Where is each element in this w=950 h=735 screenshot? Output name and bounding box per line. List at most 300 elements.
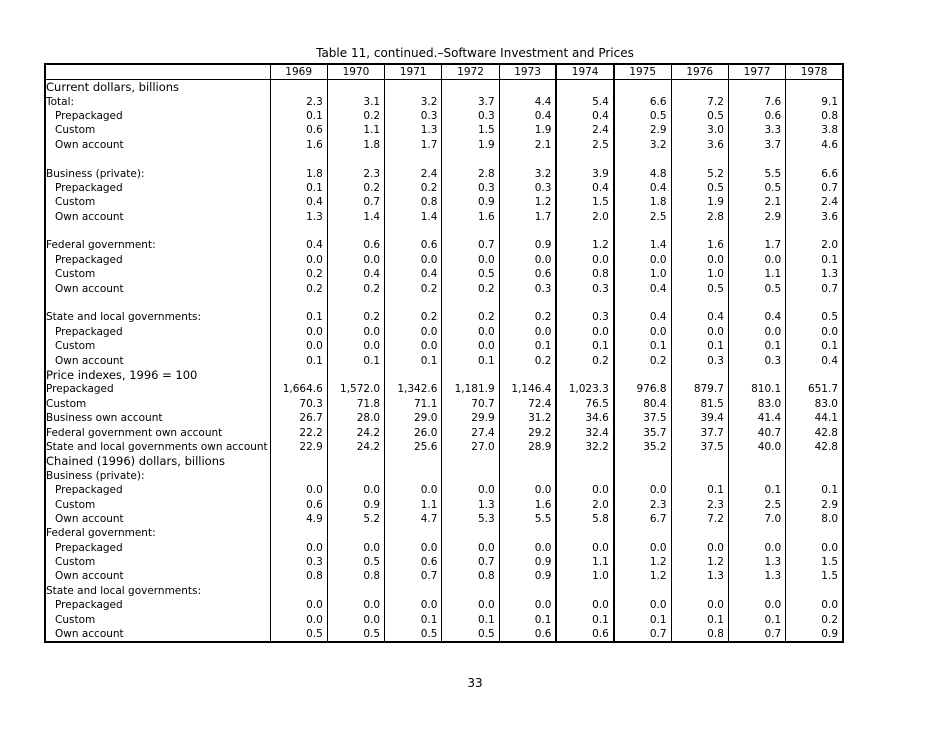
value-cell: 2.0 — [786, 238, 843, 252]
value-cell — [671, 296, 728, 310]
value-cell: 1.3 — [442, 497, 499, 511]
table-row — [45, 569, 843, 583]
value-cell: 2.1 — [499, 138, 556, 152]
table-row — [45, 281, 843, 295]
value-cell: 0.8 — [327, 569, 384, 583]
value-cell: 0.6 — [499, 627, 556, 642]
value-cell — [671, 454, 728, 468]
value-cell — [270, 296, 327, 310]
value-cell — [728, 454, 785, 468]
value-cell: 0.0 — [327, 325, 384, 339]
row-label: Custom — [45, 123, 270, 137]
row-label: State and local governments: — [45, 310, 270, 324]
value-cell: 3.3 — [728, 123, 785, 137]
value-cell: 1.6 — [442, 210, 499, 224]
table-row — [45, 627, 843, 642]
row-label: Total: — [45, 94, 270, 108]
value-cell: 83.0 — [728, 397, 785, 411]
value-cell — [614, 80, 671, 95]
value-cell: 0.7 — [728, 627, 785, 642]
value-cell — [614, 224, 671, 238]
value-cell: 1.1 — [385, 497, 442, 511]
value-cell — [442, 469, 499, 483]
row-label: State and local governments: — [45, 584, 270, 598]
value-cell: 0.0 — [786, 598, 843, 612]
value-cell: 0.2 — [270, 267, 327, 281]
value-cell — [442, 80, 499, 95]
table-row — [45, 238, 843, 252]
value-cell — [270, 368, 327, 382]
value-cell: 42.8 — [786, 425, 843, 439]
row-label: Own account — [45, 138, 270, 152]
value-cell: 7.0 — [728, 512, 785, 526]
value-cell: 1.3 — [385, 123, 442, 137]
year-header-1971: 1971 — [385, 64, 442, 80]
value-cell: 41.4 — [728, 411, 785, 425]
value-cell: 0.1 — [556, 339, 613, 353]
value-cell — [614, 296, 671, 310]
value-cell: 0.1 — [728, 339, 785, 353]
value-cell: 37.5 — [614, 411, 671, 425]
value-cell: 0.1 — [499, 339, 556, 353]
value-cell: 0.2 — [385, 281, 442, 295]
value-cell: 3.9 — [556, 166, 613, 180]
value-cell: 0.1 — [671, 612, 728, 626]
row-label: Custom — [45, 397, 270, 411]
value-cell: 29.0 — [385, 411, 442, 425]
value-cell: 34.6 — [556, 411, 613, 425]
value-cell: 0.6 — [499, 267, 556, 281]
value-cell: 0.9 — [499, 238, 556, 252]
page-number: 33 — [467, 676, 483, 690]
value-cell: 40.0 — [728, 440, 785, 454]
value-cell: 0.8 — [442, 569, 499, 583]
value-cell: 24.2 — [327, 440, 384, 454]
value-cell: 0.0 — [327, 483, 384, 497]
spacer-row — [45, 296, 843, 310]
value-cell — [556, 224, 613, 238]
value-cell: 0.0 — [671, 253, 728, 267]
row-label: Custom — [45, 339, 270, 353]
value-cell: 28.9 — [499, 440, 556, 454]
value-cell — [556, 296, 613, 310]
value-cell — [327, 469, 384, 483]
value-cell — [786, 526, 843, 540]
value-cell: 2.5 — [614, 210, 671, 224]
value-cell: 0.0 — [385, 541, 442, 555]
value-cell: 0.4 — [499, 109, 556, 123]
value-cell — [385, 224, 442, 238]
value-cell: 7.2 — [671, 512, 728, 526]
value-cell — [614, 454, 671, 468]
table-row — [45, 310, 843, 324]
value-cell: 0.5 — [270, 627, 327, 642]
table-body — [45, 80, 843, 643]
value-cell: 2.3 — [327, 166, 384, 180]
value-cell: 879.7 — [671, 382, 728, 396]
value-cell: 1.3 — [728, 555, 785, 569]
spacer-row — [45, 152, 843, 166]
value-cell: 1.8 — [614, 195, 671, 209]
table-row — [45, 425, 843, 439]
value-cell: 35.7 — [614, 425, 671, 439]
value-cell: 1.9 — [671, 195, 728, 209]
table-row — [45, 598, 843, 612]
value-cell — [728, 584, 785, 598]
value-cell — [499, 152, 556, 166]
value-cell: 29.2 — [499, 425, 556, 439]
value-cell: 5.2 — [671, 166, 728, 180]
value-cell — [728, 296, 785, 310]
value-cell: 32.4 — [556, 425, 613, 439]
value-cell — [270, 152, 327, 166]
row-label: Price indexes, 1996 = 100 — [45, 368, 270, 382]
row-label: Own account — [45, 353, 270, 367]
value-cell — [786, 80, 843, 95]
value-cell: 28.0 — [327, 411, 384, 425]
value-cell: 27.0 — [442, 440, 499, 454]
value-cell — [442, 454, 499, 468]
value-cell — [671, 584, 728, 598]
value-cell: 0.0 — [270, 598, 327, 612]
value-cell — [385, 454, 442, 468]
value-cell: 1.2 — [556, 238, 613, 252]
value-cell: 6.7 — [614, 512, 671, 526]
value-cell: 0.7 — [786, 181, 843, 195]
value-cell: 1.5 — [556, 195, 613, 209]
table-row — [45, 109, 843, 123]
value-cell: 0.0 — [442, 325, 499, 339]
section-header-row — [45, 80, 843, 95]
value-cell: 0.0 — [270, 253, 327, 267]
value-cell: 3.6 — [786, 210, 843, 224]
value-cell: 0.2 — [327, 281, 384, 295]
year-header-1970: 1970 — [327, 64, 384, 80]
value-cell — [786, 469, 843, 483]
value-cell: 0.0 — [385, 339, 442, 353]
software-investment-table — [44, 63, 844, 643]
value-cell — [327, 296, 384, 310]
value-cell — [728, 152, 785, 166]
value-cell: 1,342.6 — [385, 382, 442, 396]
value-cell: 2.1 — [728, 195, 785, 209]
table-row — [45, 584, 843, 598]
value-cell — [556, 368, 613, 382]
table-row — [45, 94, 843, 108]
row-label: Custom — [45, 267, 270, 281]
value-cell: 1.1 — [327, 123, 384, 137]
value-cell — [671, 224, 728, 238]
table-row — [45, 612, 843, 626]
row-label: State and local governments own account — [45, 440, 270, 454]
value-cell: 0.9 — [499, 555, 556, 569]
table-row — [45, 353, 843, 367]
value-cell: 2.9 — [786, 497, 843, 511]
value-cell: 1.3 — [728, 569, 785, 583]
value-cell: 1.7 — [499, 210, 556, 224]
value-cell: 7.2 — [671, 94, 728, 108]
value-cell: 0.0 — [385, 598, 442, 612]
value-cell: 1,146.4 — [499, 382, 556, 396]
value-cell: 1.0 — [614, 267, 671, 281]
value-cell: 35.2 — [614, 440, 671, 454]
value-cell: 0.5 — [327, 555, 384, 569]
value-cell: 1.5 — [786, 569, 843, 583]
row-label: Custom — [45, 612, 270, 626]
value-cell: 0.4 — [556, 181, 613, 195]
value-cell: 1,664.6 — [270, 382, 327, 396]
value-cell: 0.1 — [270, 109, 327, 123]
row-label: Prepackaged — [45, 325, 270, 339]
value-cell: 0.8 — [671, 627, 728, 642]
row-label: Prepackaged — [45, 253, 270, 267]
value-cell: 5.4 — [556, 94, 613, 108]
value-cell: 0.0 — [499, 325, 556, 339]
value-cell: 0.0 — [270, 325, 327, 339]
value-cell: 0.8 — [270, 569, 327, 583]
year-header-1978: 1978 — [786, 64, 843, 80]
value-cell: 0.0 — [270, 339, 327, 353]
value-cell: 31.2 — [499, 411, 556, 425]
value-cell: 0.6 — [385, 238, 442, 252]
table-row — [45, 497, 843, 511]
value-cell: 1.6 — [270, 138, 327, 152]
value-cell: 0.0 — [728, 253, 785, 267]
row-label — [45, 224, 270, 238]
value-cell: 83.0 — [786, 397, 843, 411]
value-cell: 0.3 — [442, 181, 499, 195]
value-cell: 1.6 — [499, 497, 556, 511]
value-cell: 0.2 — [327, 181, 384, 195]
value-cell: 0.1 — [385, 353, 442, 367]
value-cell: 0.0 — [671, 325, 728, 339]
value-cell: 0.7 — [442, 555, 499, 569]
value-cell: 1.4 — [614, 238, 671, 252]
value-cell: 1.8 — [270, 166, 327, 180]
value-cell: 810.1 — [728, 382, 785, 396]
value-cell — [728, 368, 785, 382]
value-cell: 0.5 — [385, 627, 442, 642]
value-cell — [556, 152, 613, 166]
value-cell: 651.7 — [786, 382, 843, 396]
value-cell — [614, 584, 671, 598]
table-row — [45, 411, 843, 425]
value-cell: 0.4 — [614, 281, 671, 295]
value-cell: 6.6 — [614, 94, 671, 108]
value-cell: 0.8 — [556, 267, 613, 281]
value-cell: 0.0 — [671, 598, 728, 612]
value-cell: 1.1 — [728, 267, 785, 281]
value-cell: 0.4 — [270, 195, 327, 209]
value-cell: 4.4 — [499, 94, 556, 108]
value-cell: 0.5 — [442, 627, 499, 642]
value-cell — [671, 469, 728, 483]
value-cell — [327, 152, 384, 166]
row-label: Prepackaged — [45, 598, 270, 612]
value-cell — [499, 454, 556, 468]
table-row — [45, 526, 843, 540]
row-label: Current dollars, billions — [45, 80, 270, 95]
value-cell — [385, 584, 442, 598]
spacer-row — [45, 224, 843, 238]
value-cell: 0.5 — [728, 281, 785, 295]
value-cell: 0.0 — [442, 339, 499, 353]
value-cell: 39.4 — [671, 411, 728, 425]
value-cell: 2.3 — [671, 497, 728, 511]
year-header-1974: 1974 — [556, 64, 613, 80]
value-cell — [442, 152, 499, 166]
value-cell: 0.0 — [327, 612, 384, 626]
value-cell — [499, 469, 556, 483]
value-cell: 0.4 — [327, 267, 384, 281]
value-cell: 0.6 — [270, 123, 327, 137]
value-cell — [499, 526, 556, 540]
row-label: Federal government: — [45, 238, 270, 252]
row-label: Federal government own account — [45, 425, 270, 439]
value-cell — [270, 469, 327, 483]
value-cell: 0.1 — [671, 339, 728, 353]
value-cell: 2.5 — [556, 138, 613, 152]
value-cell: 2.5 — [728, 497, 785, 511]
value-cell — [786, 454, 843, 468]
value-cell: 0.2 — [270, 281, 327, 295]
value-cell: 8.0 — [786, 512, 843, 526]
value-cell — [385, 296, 442, 310]
value-cell — [728, 80, 785, 95]
value-cell: 3.2 — [614, 138, 671, 152]
value-cell — [614, 526, 671, 540]
value-cell: 0.0 — [327, 253, 384, 267]
row-label: Chained (1996) dollars, billions — [45, 454, 270, 468]
year-header-1972: 1972 — [442, 64, 499, 80]
table-row — [45, 210, 843, 224]
row-label — [45, 152, 270, 166]
value-cell — [499, 296, 556, 310]
value-cell: 4.6 — [786, 138, 843, 152]
value-cell: 0.0 — [442, 253, 499, 267]
value-cell: 0.6 — [327, 238, 384, 252]
value-cell: 1.6 — [671, 238, 728, 252]
value-cell — [556, 526, 613, 540]
value-cell — [556, 80, 613, 95]
value-cell: 0.6 — [385, 555, 442, 569]
value-cell: 3.7 — [728, 138, 785, 152]
value-cell — [442, 296, 499, 310]
value-cell: 2.4 — [786, 195, 843, 209]
value-cell: 0.0 — [556, 325, 613, 339]
value-cell: 3.1 — [327, 94, 384, 108]
value-cell: 0.3 — [499, 181, 556, 195]
value-cell — [786, 224, 843, 238]
value-cell: 1,023.3 — [556, 382, 613, 396]
value-cell: 4.7 — [385, 512, 442, 526]
row-label: Own account — [45, 512, 270, 526]
value-cell — [385, 152, 442, 166]
value-cell: 0.0 — [327, 598, 384, 612]
value-cell: 0.2 — [442, 310, 499, 324]
value-cell: 1.8 — [327, 138, 384, 152]
value-cell: 1.3 — [671, 569, 728, 583]
value-cell — [327, 584, 384, 598]
value-cell: 3.8 — [786, 123, 843, 137]
value-cell: 0.3 — [499, 281, 556, 295]
value-cell: 0.4 — [786, 353, 843, 367]
value-cell: 0.0 — [270, 483, 327, 497]
row-label: Own account — [45, 210, 270, 224]
value-cell — [442, 584, 499, 598]
value-cell: 37.7 — [671, 425, 728, 439]
value-cell: 0.0 — [442, 541, 499, 555]
value-cell: 0.3 — [556, 310, 613, 324]
value-cell: 0.2 — [556, 353, 613, 367]
value-cell: 0.8 — [786, 109, 843, 123]
value-cell: 0.0 — [385, 325, 442, 339]
value-cell — [327, 368, 384, 382]
row-label: Business own account — [45, 411, 270, 425]
value-cell: 2.3 — [270, 94, 327, 108]
value-cell — [786, 152, 843, 166]
row-label: Prepackaged — [45, 382, 270, 396]
value-cell: 1.4 — [385, 210, 442, 224]
value-cell — [270, 584, 327, 598]
row-label: Prepackaged — [45, 181, 270, 195]
value-cell — [786, 368, 843, 382]
value-cell: 5.3 — [442, 512, 499, 526]
value-cell: 0.1 — [270, 353, 327, 367]
row-label: Custom — [45, 497, 270, 511]
value-cell — [385, 469, 442, 483]
value-cell: 0.0 — [270, 541, 327, 555]
value-cell: 71.8 — [327, 397, 384, 411]
value-cell: 2.0 — [556, 497, 613, 511]
value-cell: 0.2 — [385, 310, 442, 324]
value-cell: 0.1 — [728, 483, 785, 497]
value-cell: 7.6 — [728, 94, 785, 108]
value-cell: 0.5 — [671, 181, 728, 195]
value-cell: 26.7 — [270, 411, 327, 425]
value-cell: 80.4 — [614, 397, 671, 411]
value-cell — [614, 368, 671, 382]
value-cell: 0.0 — [556, 541, 613, 555]
value-cell: 0.2 — [614, 353, 671, 367]
row-label: Own account — [45, 281, 270, 295]
value-cell — [499, 368, 556, 382]
value-cell — [786, 296, 843, 310]
value-cell — [385, 368, 442, 382]
value-cell: 0.0 — [499, 598, 556, 612]
value-cell: 24.2 — [327, 425, 384, 439]
value-cell: 0.1 — [385, 612, 442, 626]
table-row — [45, 469, 843, 483]
value-cell: 0.2 — [327, 310, 384, 324]
value-cell — [270, 526, 327, 540]
table-row — [45, 195, 843, 209]
value-cell: 0.0 — [385, 253, 442, 267]
value-cell: 0.2 — [499, 310, 556, 324]
value-cell: 0.0 — [499, 253, 556, 267]
value-cell: 5.5 — [728, 166, 785, 180]
value-cell: 3.0 — [671, 123, 728, 137]
value-cell — [385, 80, 442, 95]
value-cell: 0.1 — [786, 339, 843, 353]
value-cell: 3.2 — [385, 94, 442, 108]
value-cell: 70.7 — [442, 397, 499, 411]
value-cell: 1.2 — [614, 555, 671, 569]
value-cell: 0.9 — [499, 569, 556, 583]
value-cell: 40.7 — [728, 425, 785, 439]
year-header-1977: 1977 — [728, 64, 785, 80]
value-cell: 0.5 — [614, 109, 671, 123]
